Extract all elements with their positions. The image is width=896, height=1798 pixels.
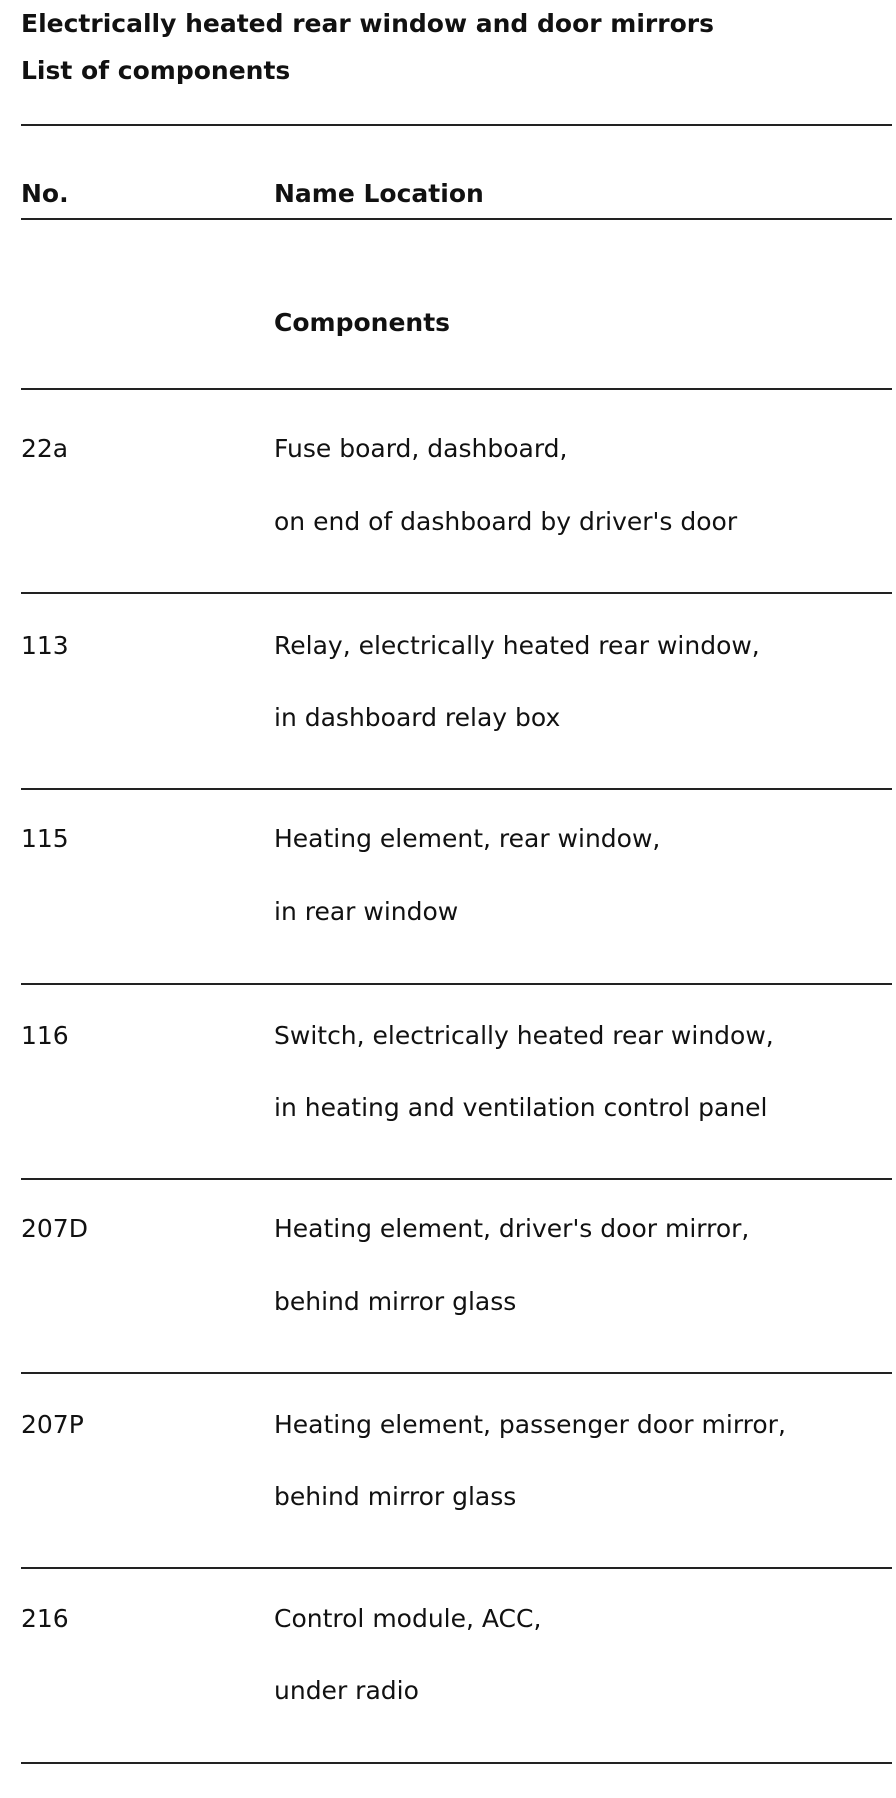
section-rule [21, 388, 892, 390]
bottom-rule [21, 1762, 892, 1764]
row-number: 207D [21, 1214, 88, 1243]
document-title: Electrically heated rear window and door mirrors [21, 9, 714, 38]
header-name-location: Name Location [274, 179, 484, 208]
row-divider [21, 592, 892, 594]
row-number: 115 [21, 824, 69, 853]
row-location: on end of dashboard by driver's door [274, 507, 738, 536]
row-divider [21, 1372, 892, 1374]
row-divider [21, 788, 892, 790]
top-rule [21, 124, 892, 126]
row-name: Relay, electrically heated rear window, [274, 631, 760, 660]
row-name: Heating element, passenger door mirror, [274, 1410, 786, 1439]
header-rule [21, 218, 892, 220]
row-name: Control module, ACC, [274, 1604, 542, 1633]
row-divider [21, 983, 892, 985]
row-location: in rear window [274, 897, 459, 926]
row-name: Fuse board, dashboard, [274, 434, 568, 463]
row-number: 207P [21, 1410, 84, 1439]
row-location: under radio [274, 1676, 419, 1705]
row-location: behind mirror glass [274, 1482, 517, 1511]
section-heading: Components [274, 308, 451, 337]
header-no: No. [21, 179, 69, 208]
row-number: 22a [21, 434, 69, 463]
row-name: Switch, electrically heated rear window, [274, 1021, 774, 1050]
row-name: Heating element, rear window, [274, 824, 661, 853]
row-number: 113 [21, 631, 69, 660]
row-location: in dashboard relay box [274, 703, 561, 732]
row-divider [21, 1178, 892, 1180]
row-divider [21, 1567, 892, 1569]
row-number: 116 [21, 1021, 69, 1050]
document-subtitle: List of components [21, 56, 291, 85]
row-name: Heating element, driver's door mirror, [274, 1214, 750, 1243]
row-location: behind mirror glass [274, 1287, 517, 1316]
row-location: in heating and ventilation control panel [274, 1093, 768, 1122]
row-number: 216 [21, 1604, 69, 1633]
